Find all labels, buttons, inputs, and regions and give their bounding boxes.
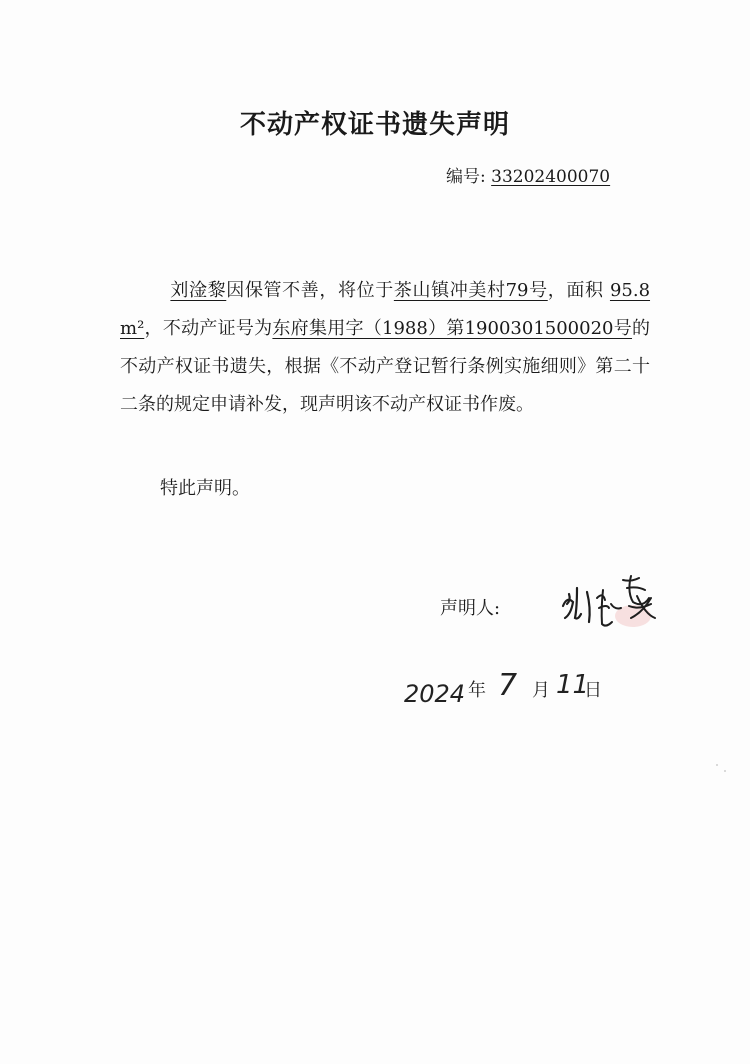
date-month: 7	[498, 668, 518, 703]
declaration-paragraph	[120, 272, 650, 424]
document-number-value: 33202400070	[491, 167, 611, 187]
date-year-unit: 年	[468, 680, 486, 701]
date-month-unit: 月	[532, 680, 550, 701]
scan-speck	[724, 770, 726, 772]
property-address: 茶山镇冲美村79号	[393, 280, 548, 301]
document-title: 不动产权证书遗失声明	[239, 110, 510, 140]
date-day: 11	[556, 670, 590, 700]
document-number-label: 编号:	[446, 167, 486, 187]
body-text-4: 的不动产权证书遗失，根据《不动产登记暂行条例实施细则》第二十二条的规定申请补发，现声明该不动产权证书作废。	[120, 318, 651, 415]
closing-statement: 特此声明。	[160, 478, 250, 499]
body-text-3: ，不动产证号为	[144, 318, 273, 339]
certificate-number: 东府集用字（1988）第1900301500020号	[272, 318, 633, 339]
body-text-2: ，面积	[547, 280, 604, 301]
scan-speck	[716, 764, 718, 766]
date-day-unit: 日	[584, 680, 602, 701]
handwritten-signature	[555, 568, 675, 638]
date-year: 2024	[404, 680, 466, 708]
declarant-label: 声明人:	[440, 598, 501, 619]
declaration-body	[120, 272, 650, 424]
body-text-1: 因保管不善，将位于	[226, 280, 394, 301]
document-number	[446, 162, 610, 187]
declaration-date	[404, 664, 634, 714]
declarant-name: 刘淦黎	[170, 280, 227, 301]
property-area: 95.8 m²	[120, 280, 651, 339]
